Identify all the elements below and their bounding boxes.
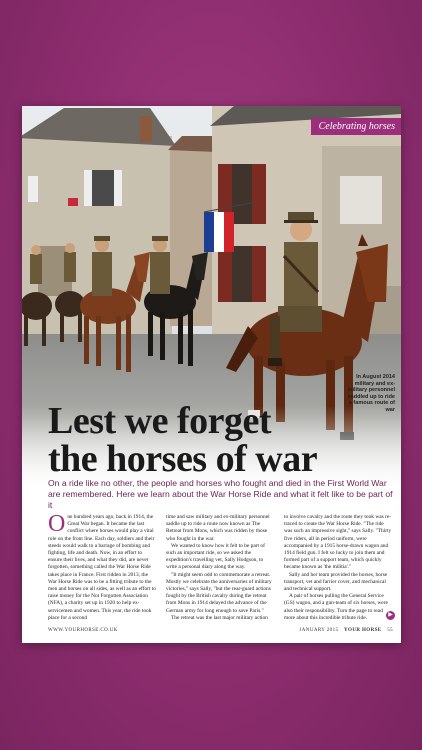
paragraph: time and saw military and ex-military personnel saddle up to ride a route now known as The Retreat from Mons, which was ridden by those who fought in the war. bbox=[166, 514, 270, 542]
footer-date: JANUARY 2015 bbox=[299, 628, 339, 633]
column-2 bbox=[166, 514, 275, 622]
headline bbox=[22, 402, 401, 478]
drop-cap: O bbox=[48, 511, 66, 537]
continue-arrow-icon[interactable]: ▶ bbox=[386, 611, 395, 620]
paragraph: We wanted to know how it felt to be part of such an important ride, so we asked the expedition's travelling vet, Sally Hodgson, to write a personal diary along the way. bbox=[166, 542, 265, 571]
paragraph: The retreat was the last major military action bbox=[171, 614, 268, 621]
footer-meta bbox=[295, 628, 393, 633]
paragraph: to involve cavalry and the route they took was re-traced to create the War Horse Ride. "The ride was such an impressive sight," says Sally. "Thirty five riders, all in period uniform, were accompanied by a 1915 horse-drawn wagon and 1914 field gun. I felt so lucky to join them and formed part of a support team, which quickly became known as 'the militia'." bbox=[284, 514, 392, 571]
section-tag: Celebrating horses bbox=[311, 118, 401, 135]
photo-caption: In August 2014 military and ex-military personnel saddled up to ride a famous route of war bbox=[347, 374, 395, 413]
page-footer bbox=[48, 628, 393, 633]
paragraph: A pair of horses pulling the General Service (GS) wagon, and a gun-team of six horses, were also their responsibility. Turn the page to read more about this incredible tribute ride. bbox=[284, 593, 388, 621]
magazine-page bbox=[22, 106, 401, 643]
footer-brand: YOUR HORSE bbox=[344, 628, 382, 633]
article-body bbox=[48, 511, 393, 622]
page-number: 55 bbox=[387, 628, 393, 633]
column-3 bbox=[284, 514, 393, 622]
paragraph: ne hundred years ago, back in 1914, the Great War began. It became the last conflict where horses would play a vital role on the front line. Each day, soldiers and their steeds would walk to a barrage of bombing and fighting, life and death. Now, in an effort to ensure their lives, and what they did, are never forgotten, something called the War Horse Ride takes place in France. First ridden in 2013, the War Horse Ride was to be a fitting tribute to the men and horses on all sides, as well as an effort to raise money for the Not Forgotten Association (NFA), a charity set up in 1920 to help ex-servicemen and women. This year, the ride took place for a second bbox=[48, 514, 156, 621]
standfirst: On a ride like no other, the people and horses who fought and died in the First World War are remembered. Here we learn about the War Horse Ride and what it felt like to be part of it bbox=[48, 478, 393, 510]
column-1 bbox=[48, 511, 157, 622]
headline-line-1: Lest we forget bbox=[48, 400, 272, 442]
paragraph: Sally and her team provided the horses, horse transport, vet and farrier cover, and mechanical and technical support. bbox=[284, 571, 388, 593]
paragraph: "It might seem odd to commemorate a retreat. Mostly we celebrate the anniversaries of military victories," says Sally, "but the rear-guard actions fought by the British cavalry during the retreat from Mons in 1914 delayed the advance of the German army for long enough to save Paris." bbox=[166, 571, 272, 614]
headline-line-2: the horses of war bbox=[48, 438, 318, 480]
footer-url[interactable]: WWW.YOURHORSE.CO.UK bbox=[48, 628, 118, 633]
